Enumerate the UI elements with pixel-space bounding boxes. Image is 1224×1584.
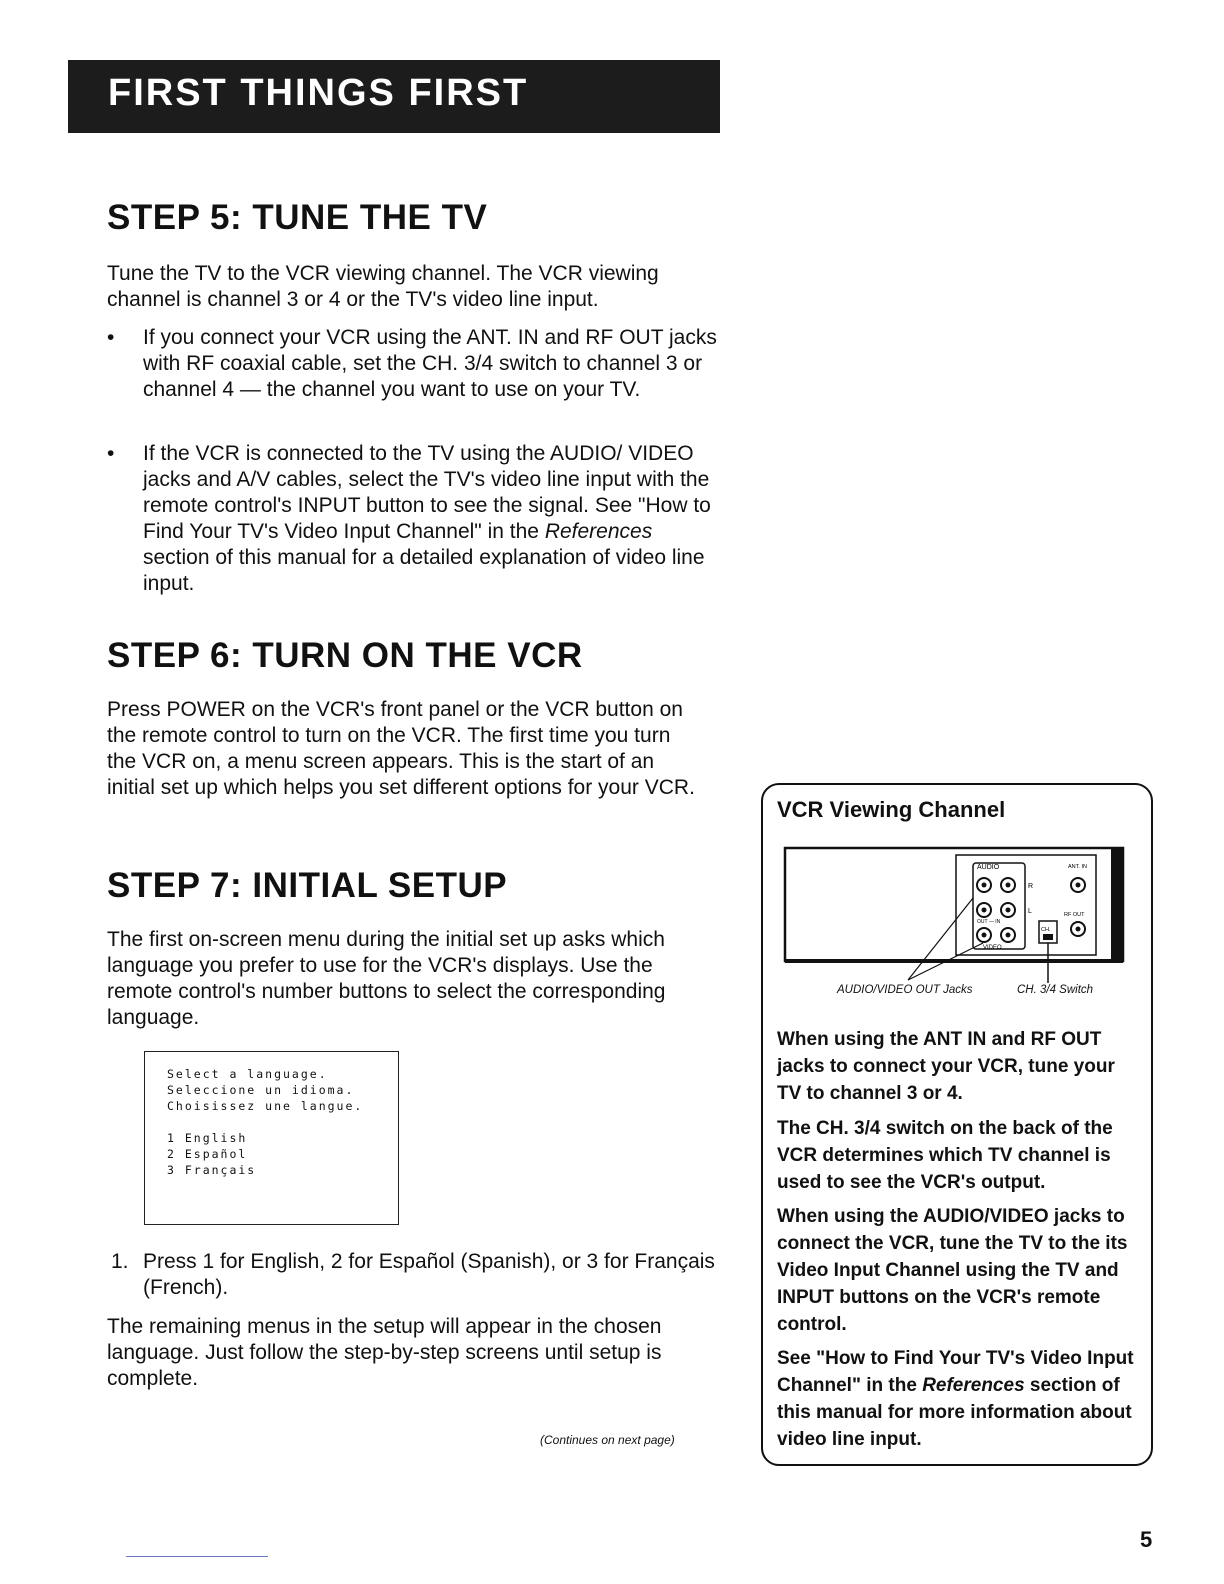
step7-item-1 [107,1249,722,1301]
sidebar-para-4-a: See "How to Find Your TV's Video Input Channel" in the [777,1348,1134,1396]
step5-heading: STEP 5: TUNE THE TV [107,198,488,237]
step7-text: The first on-screen menu during the initial set up asks which language you prefer to use for the VCR's displays. Use the remote control's number buttons to select the corresponding language. [107,928,666,1029]
video-label: VIDEO [983,945,1002,951]
step5-bullet-2 [107,441,722,597]
caption-ch-switch: CH. 3/4 Switch [1017,984,1094,996]
step5-bullet-2-text-a: If the VCR is connected to the TV using the AUDIO/ VIDEO jacks and A/V cables, select the TV's video line input with the remote control's INPUT button to see the signal. See "How to Find Your TV's Video Input Channel" in the [143,442,711,543]
sidebar-para-1: When using the ANT IN and RF OUT jacks to connect your VCR, tune your TV to channel 3 or 4. [777,1029,1115,1104]
step5-bullet-1 [107,325,722,403]
audio-label: AUDIO [977,864,1000,871]
bullet-dot: • [107,326,115,349]
sidebar-para-4 [777,1345,1139,1453]
vcr-back-panel-diagram [783,843,1128,983]
footer-rule [126,1556,268,1557]
caption-av-jacks: AUDIO/VIDEO OUT Jacks [837,984,973,996]
rf-out-label: RF OUT [1064,912,1085,918]
continues-note: (Continues on next page) [540,1433,675,1447]
sidebar-para-3: When using the AUDIO/VIDEO jacks to connect the VCR, tune the TV to the its Video Input Channel using the TV and INPUT buttons on the VCR's remote control. [777,1206,1128,1335]
sidebar-para-2: The CH. 3/4 switch on the back of the VCR determines which TV channel is used to see the VCR's output. [777,1118,1113,1193]
bullet-dot: • [107,442,115,465]
menu-option-english: 1 English [167,1131,248,1145]
banner-title: FIRST THINGS FIRST [108,72,529,114]
step6-text: Press POWER on the VCR's front panel or the VCR button on the remote control to turn on the VCR. The first time you turn the VCR on, a menu screen appears. This is the start of an initial set up which helps you set different options for your VCR. [107,698,695,799]
menu-line: Seleccione un idioma. [167,1083,355,1097]
l-label: L [1028,908,1032,915]
step7-heading: STEP 7: INITIAL SETUP [107,866,508,905]
step5-bullet-2-text-b: section of this manual for a detailed explanation of video line input. [143,546,705,595]
menu-line: Choisissez une langue. [167,1099,364,1113]
menu-line: Select a language. [167,1067,328,1081]
step5-bullet-1-text: If you connect your VCR using the ANT. IN and RF OUT jacks with RF coaxial cable, set the CH. 3/4 switch to channel 3 or channel 4 — the channel you want to use on your TV. [143,326,717,401]
r-label: R [1028,883,1034,890]
item-number: 1. [111,1250,129,1273]
step5-intro: Tune the TV to the VCR viewing channel. The VCR viewing channel is channel 3 or 4 or the TV's video line input. [107,262,659,311]
references-emphasis: References [544,520,653,543]
step7-after-text: The remaining menus in the setup will appear in the chosen language. Just follow the step-by-step screens until setup is complete. [107,1315,662,1390]
menu-option-espanol: 2 Español [167,1147,248,1161]
sidebar-para-4-b: section of this manual for more information about video line input. [777,1375,1132,1450]
out-in-label: OUT — IN [977,919,1001,925]
sidebar-title: VCR Viewing Channel [777,797,1006,822]
page-number: 5 [1140,1527,1153,1552]
menu-option-francais: 3 Français [167,1163,257,1177]
step7-item-1-text: Press 1 for English, 2 for Español (Spanish), or 3 for Français (French). [143,1250,715,1299]
references-emphasis: References [922,1375,1025,1396]
step6-heading: STEP 6: TURN ON THE VCR [107,636,583,675]
language-menu-screen [144,1051,399,1225]
section-banner [68,60,720,133]
vcr-viewing-channel-box [761,783,1153,1466]
ch-switch-label: CH. [1041,927,1051,933]
ant-in-label: ANT. IN [1068,864,1087,870]
